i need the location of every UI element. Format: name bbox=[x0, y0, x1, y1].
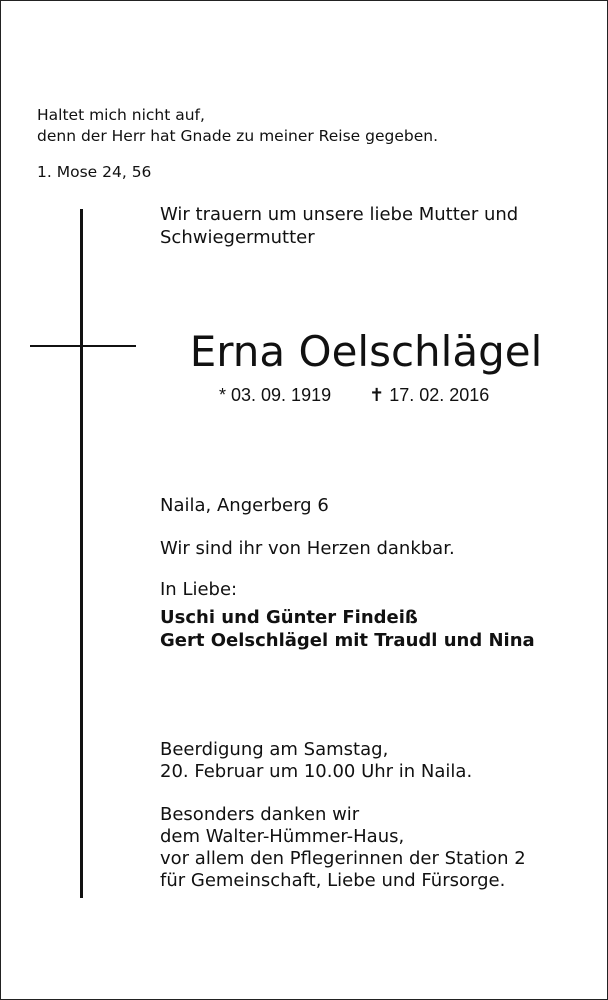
in-love-label: In Liebe: bbox=[160, 579, 238, 600]
gratitude-line: dem Walter-Hümmer-Haus, bbox=[160, 826, 405, 847]
verse-reference: 1. Mose 24, 56 bbox=[37, 163, 152, 181]
funeral-line: 20. Februar um 10.00 Uhr in Naila. bbox=[160, 761, 473, 782]
intro-line: Wir trauern um unsere liebe Mutter und bbox=[160, 204, 519, 225]
funeral-line: Beerdigung am Samstag, bbox=[160, 739, 389, 760]
gratitude-line: für Gemeinschaft, Liebe und Fürsorge. bbox=[160, 870, 506, 891]
verse-line: Haltet mich nicht auf, bbox=[37, 106, 205, 124]
gratitude-note bbox=[160, 804, 526, 892]
thanks-text: Wir sind ihr von Herzen dankbar. bbox=[160, 538, 455, 559]
birth-date: * 03. 09. 1919 bbox=[219, 385, 332, 405]
deceased-name: Erna Oelschlägel bbox=[189, 327, 543, 376]
intro-line: Schwiegermutter bbox=[160, 227, 315, 248]
mourners-list bbox=[160, 606, 535, 652]
address: Naila, Angerberg 6 bbox=[160, 495, 329, 516]
funeral-info bbox=[160, 739, 472, 783]
gratitude-line: vor allem den Pflegerinnen der Station 2 bbox=[160, 848, 526, 869]
mourner-line: Gert Oelschlägel mit Traudl und Nina bbox=[160, 630, 535, 651]
life-dates bbox=[219, 385, 489, 406]
death-date: ✝ 17. 02. 2016 bbox=[369, 385, 490, 405]
mourner-line: Uschi und Günter Findeiß bbox=[160, 607, 418, 628]
gratitude-line: Besonders danken wir bbox=[160, 804, 360, 825]
cross-icon-vertical-bar bbox=[80, 209, 83, 898]
mourning-intro bbox=[160, 203, 518, 249]
verse-line: denn der Herr hat Gnade zu meiner Reise gegeben. bbox=[37, 127, 438, 145]
bible-verse bbox=[37, 105, 438, 147]
